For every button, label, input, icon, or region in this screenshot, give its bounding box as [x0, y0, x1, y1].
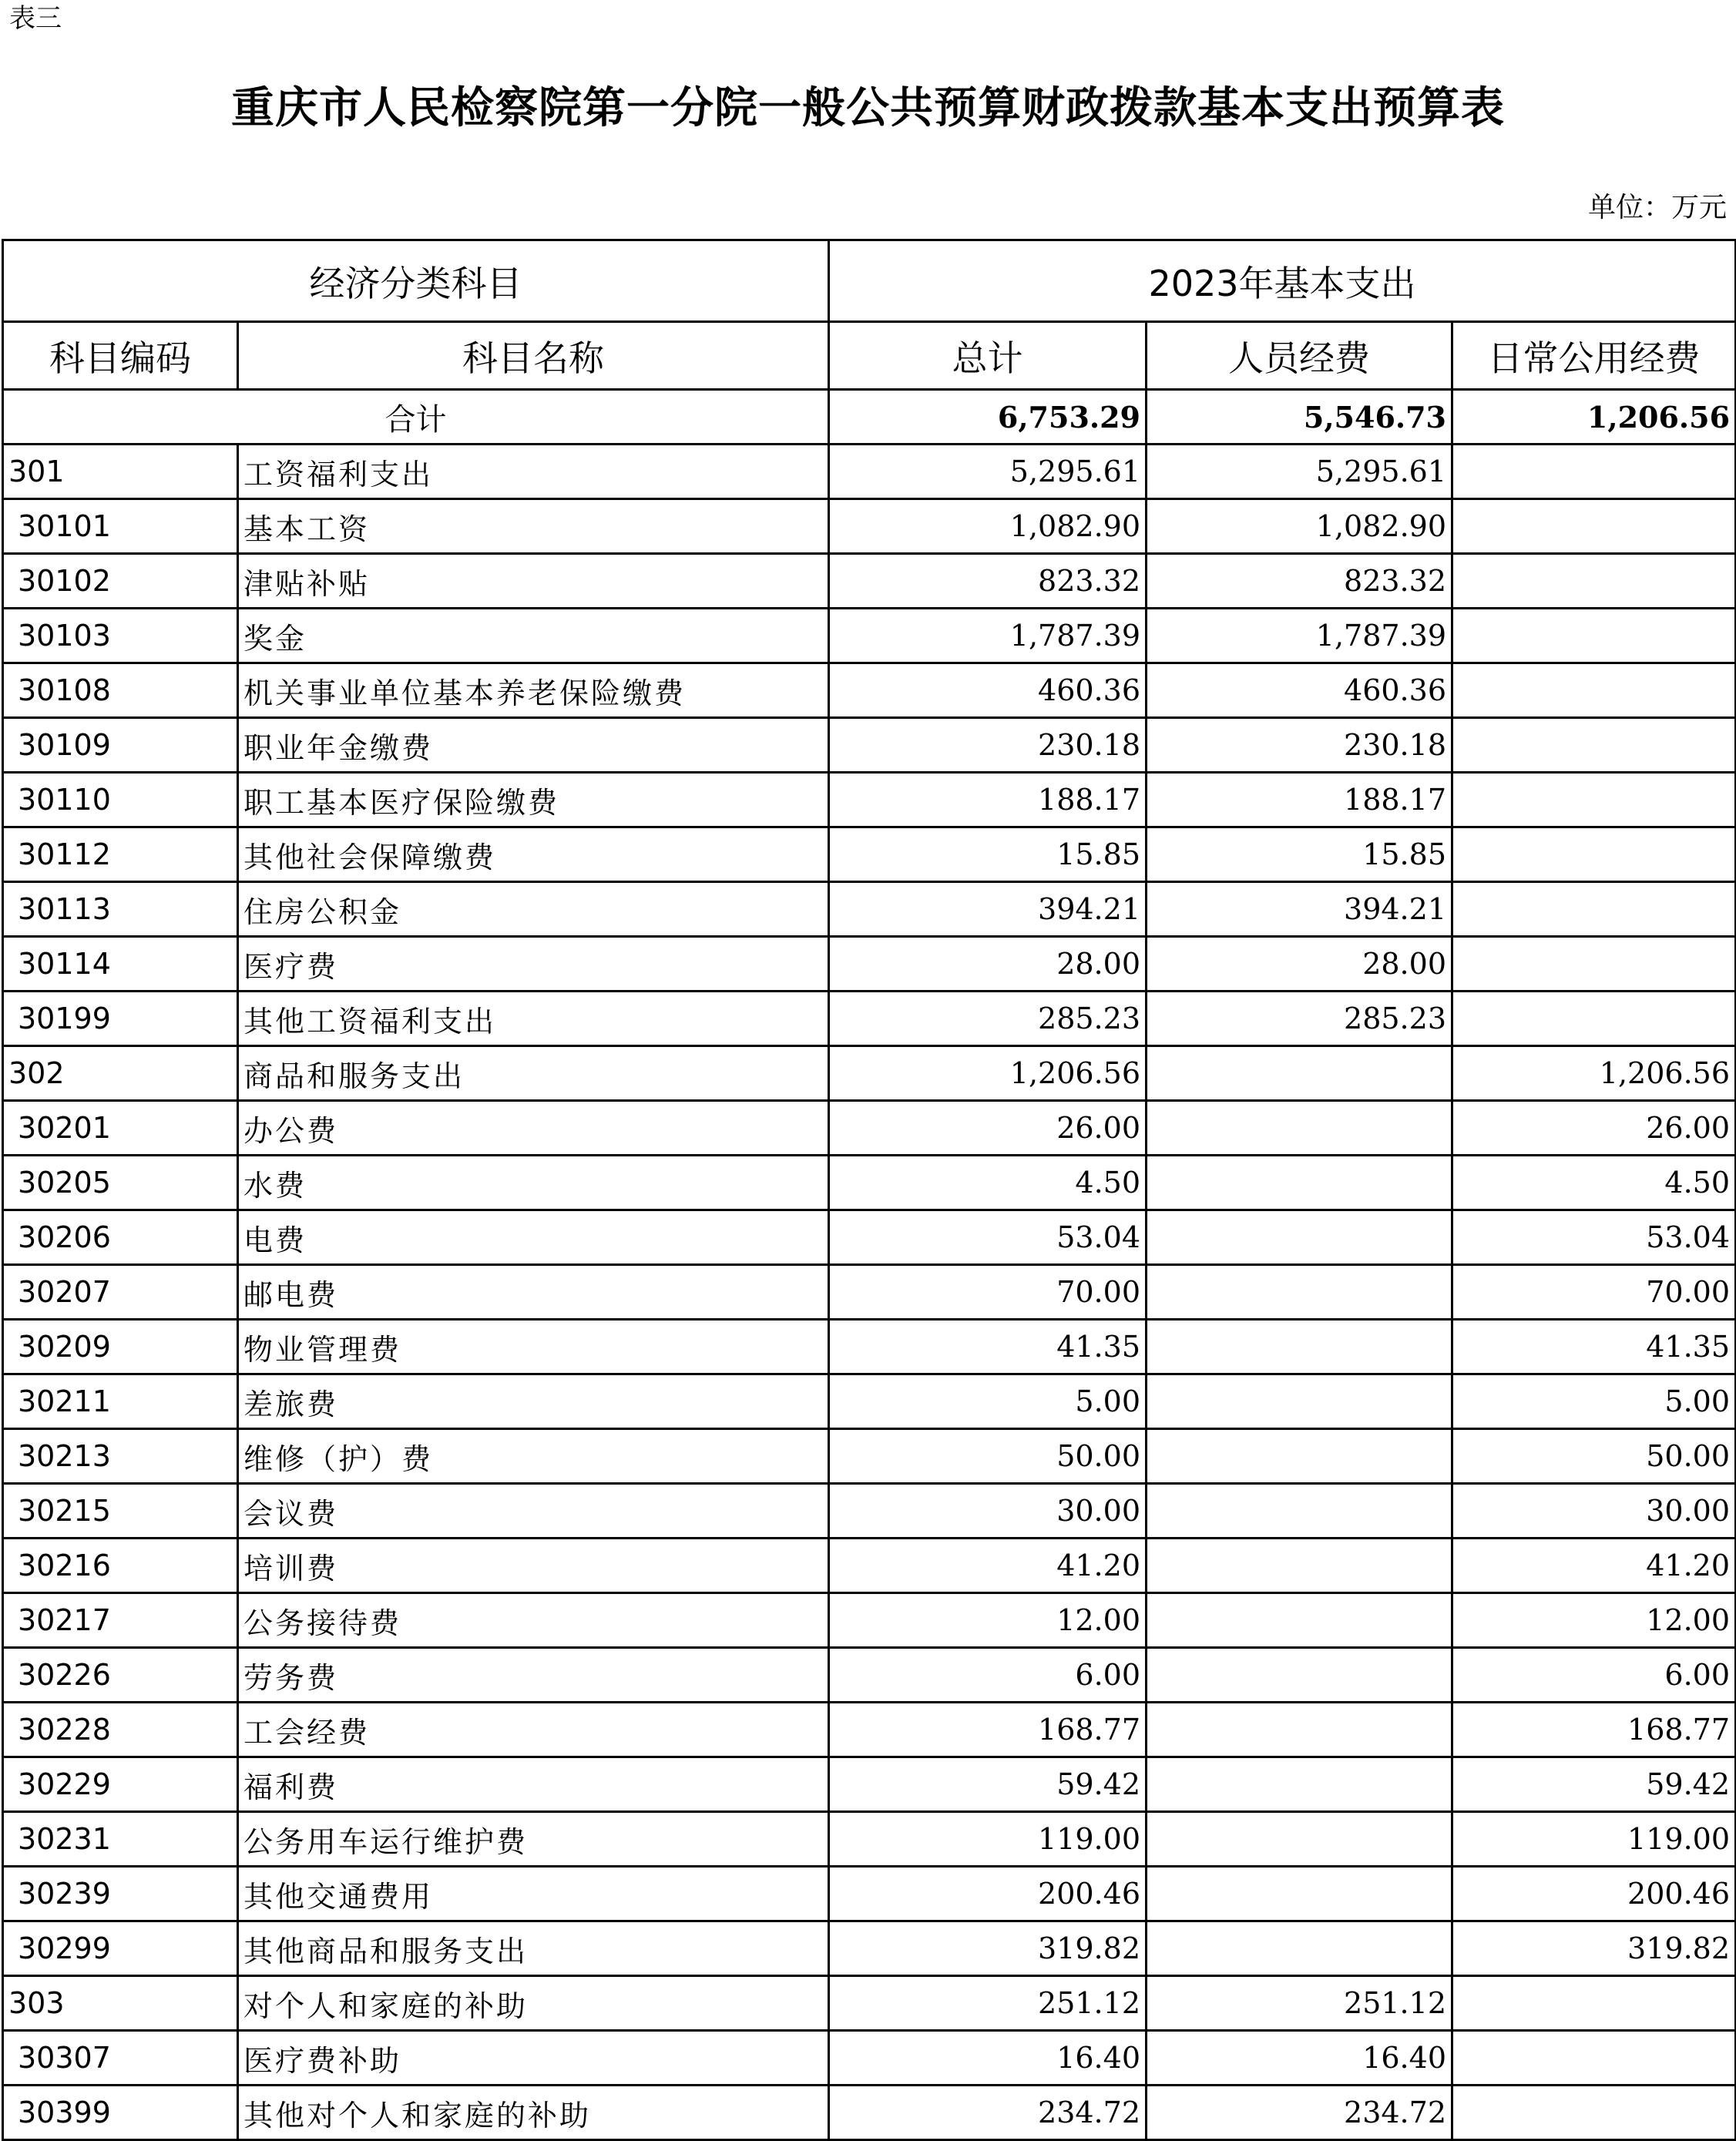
row-personnel	[1147, 1593, 1452, 1648]
row-total: 30.00	[829, 1484, 1147, 1539]
row-total: 15.85	[829, 827, 1147, 882]
row-name: 职工基本医疗保险缴费	[238, 773, 829, 827]
table-row	[3, 1976, 1736, 2031]
row-code: 30239	[3, 1867, 238, 1921]
row-personnel	[1147, 1429, 1452, 1484]
row-code: 30299	[3, 1921, 238, 1976]
table-row	[3, 663, 1736, 718]
row-name: 医疗费补助	[238, 2031, 829, 2086]
row-total: 70.00	[829, 1265, 1147, 1320]
total-label: 合计	[3, 390, 829, 445]
row-public	[1452, 882, 1736, 937]
unit-label: 单位：万元	[1587, 192, 1727, 223]
row-total: 251.12	[829, 1976, 1147, 2031]
row-code: 30217	[3, 1593, 238, 1648]
row-code: 30114	[3, 937, 238, 992]
row-public: 1,206.56	[1452, 1046, 1736, 1101]
row-total: 59.42	[829, 1757, 1147, 1812]
row-public	[1452, 554, 1736, 609]
budget-table-body	[3, 240, 1736, 2140]
row-public	[1452, 827, 1736, 882]
row-total: 1,206.56	[829, 1046, 1147, 1101]
row-code: 30213	[3, 1429, 238, 1484]
row-name: 培训费	[238, 1539, 829, 1593]
row-name: 其他对个人和家庭的补助	[238, 2086, 829, 2140]
row-code: 30205	[3, 1156, 238, 1210]
row-personnel	[1147, 1156, 1452, 1210]
row-public: 12.00	[1452, 1593, 1736, 1648]
row-code: 30101	[3, 499, 238, 554]
row-personnel	[1147, 1539, 1452, 1593]
total-personnel: 5,546.73	[1147, 390, 1452, 445]
row-public: 59.42	[1452, 1757, 1736, 1812]
row-code: 30102	[3, 554, 238, 609]
row-personnel: 230.18	[1147, 718, 1452, 773]
header-year-expenditure: 2023年基本支出	[829, 240, 1736, 322]
row-personnel: 5,295.61	[1147, 445, 1452, 499]
row-name: 福利费	[238, 1757, 829, 1812]
table-row	[3, 882, 1736, 937]
row-name: 公务用车运行维护费	[238, 1812, 829, 1867]
row-personnel: 394.21	[1147, 882, 1452, 937]
row-public	[1452, 937, 1736, 992]
row-name: 奖金	[238, 609, 829, 663]
row-total: 5,295.61	[829, 445, 1147, 499]
row-public: 41.35	[1452, 1320, 1736, 1374]
row-public	[1452, 2086, 1736, 2140]
row-total: 1,787.39	[829, 609, 1147, 663]
header-row-group	[3, 240, 1736, 322]
row-personnel	[1147, 1101, 1452, 1156]
row-name: 劳务费	[238, 1648, 829, 1703]
table-row	[3, 992, 1736, 1046]
row-code: 302	[3, 1046, 238, 1101]
row-name: 职业年金缴费	[238, 718, 829, 773]
header-personnel: 人员经费	[1147, 322, 1452, 390]
row-public: 5.00	[1452, 1374, 1736, 1429]
header-row-columns	[3, 322, 1736, 390]
table-row	[3, 2031, 1736, 2086]
row-public	[1452, 499, 1736, 554]
row-code: 30110	[3, 773, 238, 827]
total-total: 6,753.29	[829, 390, 1147, 445]
row-public: 26.00	[1452, 1101, 1736, 1156]
row-code: 30209	[3, 1320, 238, 1374]
row-name: 差旅费	[238, 1374, 829, 1429]
row-total: 4.50	[829, 1156, 1147, 1210]
row-code: 30307	[3, 2031, 238, 2086]
row-public	[1452, 663, 1736, 718]
row-public: 41.20	[1452, 1539, 1736, 1593]
row-public: 4.50	[1452, 1156, 1736, 1210]
table-row	[3, 1484, 1736, 1539]
row-public: 30.00	[1452, 1484, 1736, 1539]
row-code: 30215	[3, 1484, 238, 1539]
row-public: 319.82	[1452, 1921, 1736, 1976]
row-public	[1452, 718, 1736, 773]
table-row	[3, 1156, 1736, 1210]
row-total: 53.04	[829, 1210, 1147, 1265]
table-row	[3, 1046, 1736, 1101]
row-code: 303	[3, 1976, 238, 2031]
table-row	[3, 499, 1736, 554]
header-classification: 经济分类科目	[3, 240, 829, 322]
row-name: 其他商品和服务支出	[238, 1921, 829, 1976]
row-personnel: 823.32	[1147, 554, 1452, 609]
row-total: 28.00	[829, 937, 1147, 992]
row-total: 12.00	[829, 1593, 1147, 1648]
header-total: 总计	[829, 322, 1147, 390]
row-public	[1452, 2031, 1736, 2086]
row-total: 16.40	[829, 2031, 1147, 2086]
row-personnel	[1147, 1320, 1452, 1374]
row-name: 医疗费	[238, 937, 829, 992]
row-code: 30109	[3, 718, 238, 773]
row-code: 30226	[3, 1648, 238, 1703]
row-name: 住房公积金	[238, 882, 829, 937]
table-row	[3, 773, 1736, 827]
row-personnel	[1147, 1265, 1452, 1320]
row-code: 30211	[3, 1374, 238, 1429]
row-personnel	[1147, 1484, 1452, 1539]
row-code: 30103	[3, 609, 238, 663]
row-total: 234.72	[829, 2086, 1147, 2140]
row-code: 301	[3, 445, 238, 499]
row-name: 对个人和家庭的补助	[238, 1976, 829, 2031]
table-row	[3, 1210, 1736, 1265]
row-code: 30206	[3, 1210, 238, 1265]
row-personnel: 460.36	[1147, 663, 1452, 718]
row-code: 30108	[3, 663, 238, 718]
row-public: 6.00	[1452, 1648, 1736, 1703]
row-name: 公务接待费	[238, 1593, 829, 1648]
row-code: 30201	[3, 1101, 238, 1156]
row-code: 30216	[3, 1539, 238, 1593]
header-code: 科目编码	[3, 322, 238, 390]
row-total: 1,082.90	[829, 499, 1147, 554]
row-personnel: 28.00	[1147, 937, 1452, 992]
row-personnel	[1147, 1867, 1452, 1921]
row-public: 200.46	[1452, 1867, 1736, 1921]
row-personnel	[1147, 1374, 1452, 1429]
row-personnel: 188.17	[1147, 773, 1452, 827]
row-name: 邮电费	[238, 1265, 829, 1320]
row-total: 188.17	[829, 773, 1147, 827]
table-row	[3, 1101, 1736, 1156]
row-code: 30112	[3, 827, 238, 882]
row-total: 200.46	[829, 1867, 1147, 1921]
row-personnel	[1147, 1703, 1452, 1757]
row-name: 基本工资	[238, 499, 829, 554]
row-code: 30399	[3, 2086, 238, 2140]
row-public: 168.77	[1452, 1703, 1736, 1757]
table-row	[3, 1539, 1736, 1593]
table-row	[3, 1593, 1736, 1648]
row-name: 其他工资福利支出	[238, 992, 829, 1046]
row-personnel	[1147, 1921, 1452, 1976]
row-name: 维修（护）费	[238, 1429, 829, 1484]
table-row	[3, 1320, 1736, 1374]
row-total: 5.00	[829, 1374, 1147, 1429]
page-title: 重庆市人民检察院第一分院一般公共预算财政拨款基本支出预算表	[231, 82, 1505, 133]
total-public: 1,206.56	[1452, 390, 1736, 445]
row-total: 285.23	[829, 992, 1147, 1046]
row-personnel: 234.72	[1147, 2086, 1452, 2140]
row-public: 119.00	[1452, 1812, 1736, 1867]
row-total: 119.00	[829, 1812, 1147, 1867]
row-public	[1452, 445, 1736, 499]
budget-table	[2, 239, 1736, 2141]
row-personnel: 251.12	[1147, 1976, 1452, 2031]
row-personnel: 285.23	[1147, 992, 1452, 1046]
row-name: 工会经费	[238, 1703, 829, 1757]
row-total: 230.18	[829, 718, 1147, 773]
table-row	[3, 1921, 1736, 1976]
row-name: 物业管理费	[238, 1320, 829, 1374]
row-public	[1452, 773, 1736, 827]
row-personnel: 16.40	[1147, 2031, 1452, 2086]
row-name: 电费	[238, 1210, 829, 1265]
row-total: 823.32	[829, 554, 1147, 609]
row-total: 41.35	[829, 1320, 1147, 1374]
table-row	[3, 1812, 1736, 1867]
table-row	[3, 1648, 1736, 1703]
table-row	[3, 1374, 1736, 1429]
row-name: 工资福利支出	[238, 445, 829, 499]
table-row	[3, 2086, 1736, 2140]
row-name: 水费	[238, 1156, 829, 1210]
row-name: 办公费	[238, 1101, 829, 1156]
row-personnel	[1147, 1812, 1452, 1867]
row-personnel: 1,082.90	[1147, 499, 1452, 554]
table-row	[3, 827, 1736, 882]
row-total: 6.00	[829, 1648, 1147, 1703]
row-public	[1452, 1976, 1736, 2031]
table-row	[3, 445, 1736, 499]
row-total: 50.00	[829, 1429, 1147, 1484]
row-code: 30229	[3, 1757, 238, 1812]
row-name: 商品和服务支出	[238, 1046, 829, 1101]
row-code: 30228	[3, 1703, 238, 1757]
row-public	[1452, 992, 1736, 1046]
row-personnel	[1147, 1757, 1452, 1812]
row-total: 319.82	[829, 1921, 1147, 1976]
table-row	[3, 1703, 1736, 1757]
row-total: 460.36	[829, 663, 1147, 718]
table-row	[3, 609, 1736, 663]
row-name: 机关事业单位基本养老保险缴费	[238, 663, 829, 718]
header-name: 科目名称	[238, 322, 829, 390]
table-row	[3, 718, 1736, 773]
row-code: 30207	[3, 1265, 238, 1320]
row-total: 168.77	[829, 1703, 1147, 1757]
row-name: 会议费	[238, 1484, 829, 1539]
row-public: 50.00	[1452, 1429, 1736, 1484]
row-total: 41.20	[829, 1539, 1147, 1593]
row-code: 30199	[3, 992, 238, 1046]
row-personnel: 15.85	[1147, 827, 1452, 882]
row-name: 其他社会保障缴费	[238, 827, 829, 882]
row-name: 其他交通费用	[238, 1867, 829, 1921]
row-total: 394.21	[829, 882, 1147, 937]
table-row	[3, 1265, 1736, 1320]
row-personnel	[1147, 1046, 1452, 1101]
table-row	[3, 1429, 1736, 1484]
row-total: 26.00	[829, 1101, 1147, 1156]
row-code: 30113	[3, 882, 238, 937]
row-personnel: 1,787.39	[1147, 609, 1452, 663]
table-row	[3, 554, 1736, 609]
total-row	[3, 390, 1736, 445]
table-row	[3, 1757, 1736, 1812]
row-public	[1452, 609, 1736, 663]
header-public: 日常公用经费	[1452, 322, 1736, 390]
row-personnel	[1147, 1648, 1452, 1703]
row-public: 70.00	[1452, 1265, 1736, 1320]
row-name: 津贴补贴	[238, 554, 829, 609]
table-row	[3, 937, 1736, 992]
row-personnel	[1147, 1210, 1452, 1265]
row-public: 53.04	[1452, 1210, 1736, 1265]
table-number-label: 表三	[9, 3, 62, 34]
table-row	[3, 1867, 1736, 1921]
row-code: 30231	[3, 1812, 238, 1867]
